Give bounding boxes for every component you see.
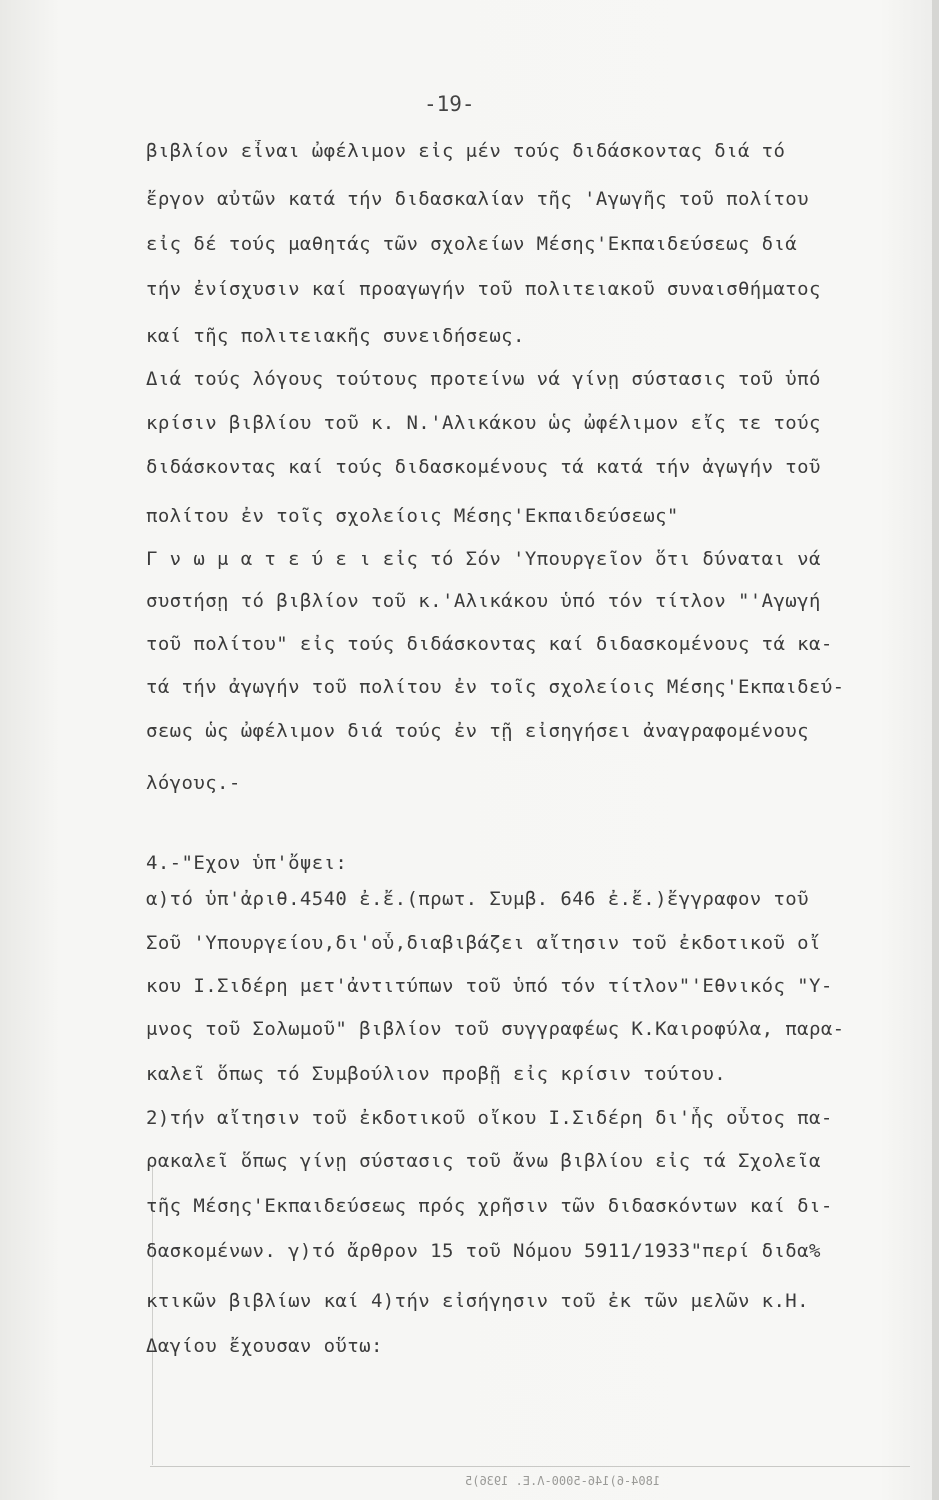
- text-line: Διά τούς λόγους τούτους προτείνω νά γίνῃ σύστασις τοῦ ὑπό: [146, 368, 821, 390]
- text-line: βιβλίον εἶναι ὠφέλιμον εἰς μέν τούς διδάσκοντας διά τό: [146, 140, 786, 162]
- text-line: τήν ἐνίσχυσιν καί προαγωγήν τοῦ πολιτειακοῦ συναισθήματος: [146, 278, 821, 300]
- text-line: συστήσῃ τό βιβλίον τοῦ κ.'Αλικάκου ὑπό τόν τίτλον "'Αγωγή: [146, 590, 821, 612]
- text-line: τά τήν ἀγωγήν τοῦ πολίτου ἐν τοῖς σχολείοις Μέσης'Εκπαιδεύ-: [146, 676, 845, 698]
- footer-print-code: 1804-6)146-5000-Λ.Ε. 1936)5: [465, 1474, 661, 1488]
- text-line: εἰς δέ τούς μαθητάς τῶν σχολείων Μέσης'Εκπαιδεύσεως διά: [146, 233, 798, 255]
- text-line: α)τό ὑπ'ἀριθ.4540 ἐ.ἔ.(πρωτ. Συμβ. 646 ἐ.ἔ.)ἔγγραφον τοῦ: [146, 888, 809, 910]
- text-line: κτικῶν βιβλίων καί 4)τήν εἰσήγησιν τοῦ ἐκ τῶν μελῶν κ.Η.: [146, 1290, 809, 1312]
- scan-edge: [932, 0, 939, 1500]
- text-line: 2)τήν αἴτησιν τοῦ ἐκδοτικοῦ οἴκου Ι.Σιδέρη δι'ἧς οὗτος πα-: [146, 1107, 833, 1129]
- text-line: Σοῦ 'Υπουργείου,δι'οὗ,διαβιβάζει αἴτησιν τοῦ ἐκδοτικοῦ οἴ: [146, 932, 821, 954]
- text-line: Γ ν ω μ α τ ε ύ ε ι εἰς τό Σόν 'Υπουργεῖον ὅτι δύναται νά: [146, 548, 821, 570]
- text-line: τοῦ πολίτου" εἰς τούς διδάσκοντας καί διδασκομένους τά κα-: [146, 633, 833, 655]
- text-line: διδάσκοντας καί τούς διδασκομένους τά κατά τήν ἀγωγήν τοῦ: [146, 456, 821, 478]
- text-line: τῆς Μέσης'Εκπαιδεύσεως πρός χρῆσιν τῶν διδασκόντων καί δι-: [146, 1195, 833, 1217]
- text-line: μνος τοῦ Σολωμοῦ" βιβλίον τοῦ συγγραφέως Κ.Καιροφύλα, παρα-: [146, 1018, 845, 1040]
- text-line: ἔργον αὐτῶν κατά τήν διδασκαλίαν τῆς 'Αγωγῆς τοῦ πολίτου: [146, 188, 809, 210]
- text-line: καλεῖ ὅπως τό Συμβούλιον προβῇ εἰς κρίσιν τούτου.: [146, 1063, 727, 1085]
- text-line: Δαγίου ἔχουσαν οὕτω:: [146, 1335, 383, 1357]
- text-line: σεως ὡς ὠφέλιμον διά τούς ἐν τῇ εἰσηγήσει ἀναγραφομένους: [146, 720, 809, 742]
- text-line: λόγους.-: [146, 772, 241, 794]
- text-line: 4.-"Εχον ὑπ'ὄψει:: [146, 852, 348, 874]
- bottom-rule: [150, 1466, 910, 1467]
- text-line: κου Ι.Σιδέρη μετ'ἀντιτύπων τοῦ ὑπό τόν τίτλον"'Εθνικός "Υ-: [146, 975, 833, 997]
- text-line: καί τῆς πολιτειακῆς συνειδήσεως.: [146, 325, 525, 347]
- text-line: κρίσιν βιβλίου τοῦ κ. Ν.'Αλικάκου ὡς ὠφέλιμον εἴς τε τούς: [146, 412, 821, 434]
- page-number: -19-: [424, 92, 475, 116]
- text-line: ρακαλεῖ ὅπως γίνῃ σύστασις τοῦ ἄνω βιβλίου εἰς τά Σχολεῖα: [146, 1150, 821, 1172]
- text-line: δασκομένων. γ)τό ἄρθρον 15 τοῦ Νόμου 5911/1933"περί διδα%: [146, 1240, 821, 1262]
- text-line: πολίτου ἐν τοῖς σχολείοις Μέσης'Εκπαιδεύσεως": [146, 505, 679, 527]
